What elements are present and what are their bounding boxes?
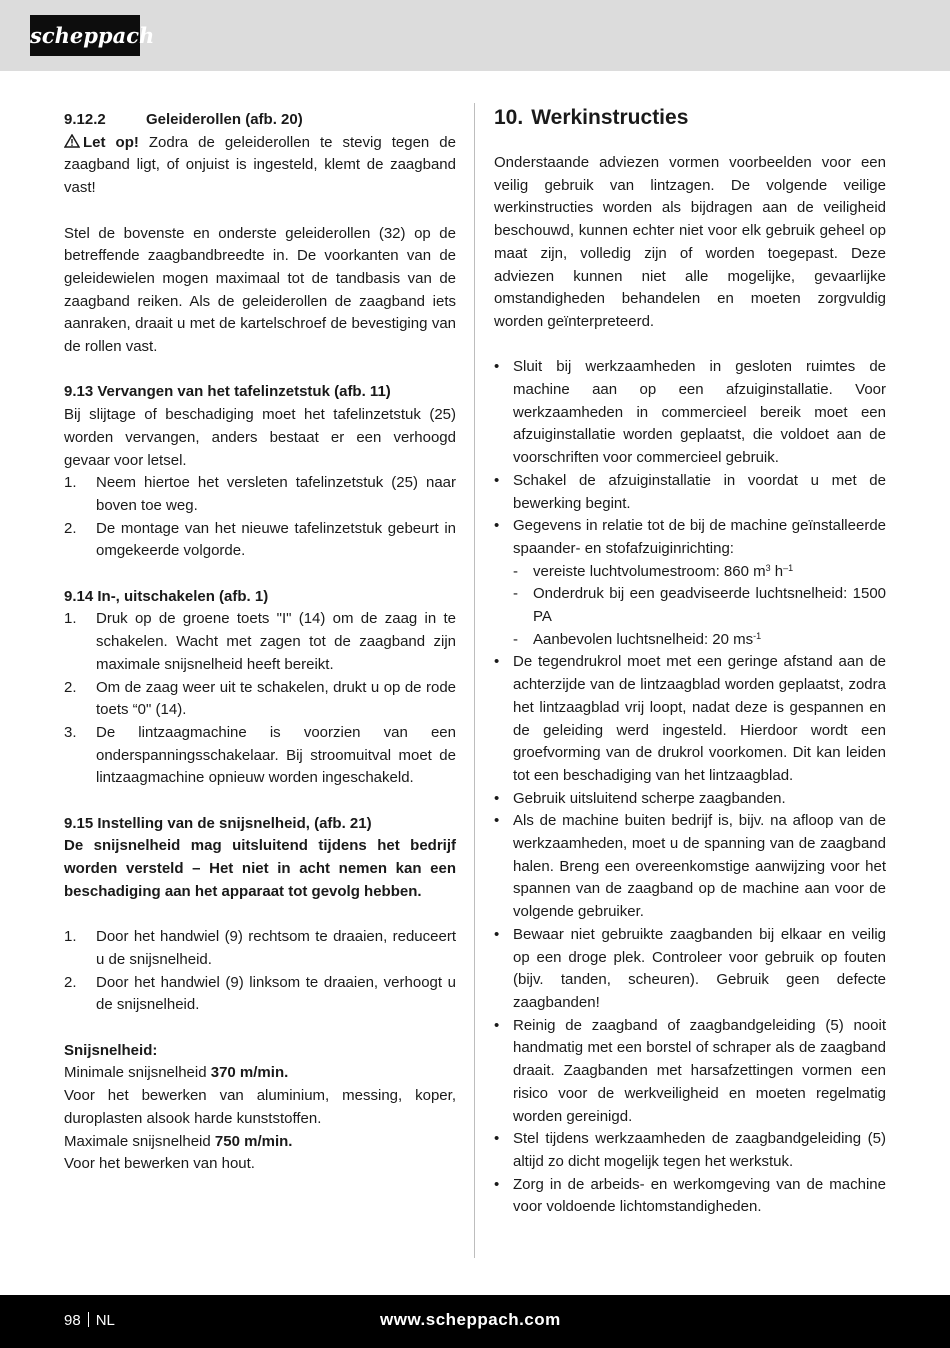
instructions-list bbox=[494, 356, 886, 1219]
page-footer bbox=[0, 1295, 950, 1348]
list-item: 2. Door het handwiel (9) linksom te draaien, verhoogt u de snijsnelheid. bbox=[64, 973, 456, 1014]
website-link[interactable]: www.scheppach.com bbox=[380, 1310, 561, 1329]
right-column bbox=[494, 107, 886, 1219]
list-item: 2. De montage van het nieuwe tafelinzetstuk gebeurt in omgekeerde volgorde. bbox=[64, 519, 456, 560]
section-heading-9-12-2: 9.12.2 Geleiderollen (afb. 20) bbox=[64, 111, 303, 128]
warning-triangle-icon bbox=[64, 134, 80, 148]
list-item: 3. De lintzaagmachine is voorzien van een onderspanningsschakelaar. Bij stroomuitval moet de lintzaagmachine opnieuw worden ingeschakeld. bbox=[64, 723, 456, 787]
list-item: - Onderdruk bij een geadviseerde luchtsnelheid: 1500 PA bbox=[513, 585, 886, 626]
warning-text: Zodra de geleiderollen te stevig tegen de zaagband ligt, of onjuist is ingesteld, klemt de zaagband vast! bbox=[64, 133, 456, 197]
min-speed-use: Voor het bewerken van aluminium, messing, koper, duroplasten alsook harde kunststoffen. bbox=[64, 1087, 456, 1127]
cutting-speed-heading: Snijsnelheid: bbox=[64, 1041, 158, 1059]
section-heading-9-14: 9.14 In-, uitschakelen (afb. 1) bbox=[64, 587, 269, 605]
left-column bbox=[64, 109, 456, 1176]
section-heading-9-13: 9.13 Vervangen van het tafelinzetstuk (afb. 11) bbox=[64, 383, 391, 401]
extraction-specs-list bbox=[513, 561, 886, 652]
list-item: - Aanbevolen luchtsnelheid: 20 $ms^{-1}$ bbox=[513, 630, 762, 648]
list-item: • Stel tijdens werkzaamheden de zaagbandgeleiding (5) altijd zo dicht mogelijk tegen het werkstuk. bbox=[494, 1130, 886, 1170]
list-item: 1. Neem hiertoe het versleten tafelinzetstuk (25) naar boven toe weg. bbox=[64, 474, 456, 514]
bold-warning-paragraph: De snijsnelheid mag uitsluitend tijdens het bedrijf worden versteld – Het niet in acht nemen kan een beschadiging aan het apparaat tot gevolg hebben. bbox=[64, 837, 456, 900]
list-item: • De tegendrukrol moet met een geringe afstand aan de achterzijde van de lintzaagblad worden geplaatst, zodra het lintzaagblad vrij loopt, nadat deze is gespannen en de geleiding werd ingesteld. Hierdoor wordt een groefvorming van de drukrol voorkomen. Dit kan leiden tot een beschadiging van het lintzaagblad. bbox=[494, 653, 886, 784]
column-divider bbox=[474, 103, 475, 1258]
max-speed-line: Maximale snijsnelheid 750 m/min. bbox=[64, 1132, 293, 1150]
list-item: • Sluit bij werkzaamheden in gesloten ruimtes de machine aan op een afzuiginstallatie. Voor werkzaamheden in commercieel bereik moet een afzuiginstallatie worden geplaatst, die voldoet aan de voorschriften voor commercieel gebruik. bbox=[494, 358, 886, 467]
list-item: • Als de machine buiten bedrijf is, bijv. na afloop van de werkzaamheden, moet u de spanning van de zaagband halen. Breng een overeenkomstige aanwijzing voor het spannen van de zaagband op de machine aan voor de volgende gebruiker. bbox=[494, 812, 886, 921]
list-item: • Bewaar niet gebruikte zaagbanden bij elkaar en veilig op een droge plek. Controleer voor gebruik op fouten (bijv. tanden, scheuren). Gebruik geen defecte zaagbanden! bbox=[494, 925, 886, 1011]
list-item: • Schakel de afzuiginstallatie in voordat u met de bewerking begint. bbox=[494, 471, 886, 512]
steps-list-9-15 bbox=[64, 926, 456, 1017]
min-speed-line: Minimale snijsnelheid 370 m/min. bbox=[64, 1064, 289, 1082]
list-item: • Reinig de zaagband of zaagbandgeleiding (5) nooit handmatig met een borstel of schraper als de zaagband draait. Zaagbanden met harsafzettingen vormen een risico voor de werkveiligheid en moeten regelmatig worden gereinigd. bbox=[494, 1016, 886, 1125]
list-item: • Gegevens in relatie tot de bij de machine geïnstalleerde spaander- en stofafzuiginrichting: - vereiste luchtvolumestroom: 860 $m^3$ $h^{-1}$ - Onderdruk bij een geadviseerde luchtsnelheid: 1500 PA - Aanbevolen luchtsnelheid: 20 $ms^{-1}$ bbox=[494, 515, 886, 651]
list-item: 1. Druk op de groene toets "I" (14) om de zaag in te schakelen. Wacht met zagen tot de zaagband zijn maximale snijsnelheid heeft bereikt. bbox=[64, 610, 456, 673]
page-number: 98 NL bbox=[64, 1312, 115, 1329]
list-item: - vereiste luchtvolumestroom: 860 $m^3$ $h^{-1}$ bbox=[513, 562, 794, 580]
page-header bbox=[0, 0, 950, 71]
intro-paragraph: Onderstaande adviezen vormen voorbeelden voor een veilig gebruik van lintzagen. De volgende veilige werkinstructies worden als bijdragen aan de veiligheid beschouwd, kunnen echter niet voor elk gebruik geheel op maat zijn, volledig zijn of worden toegepast. Deze adviezen kunnen niet alle mogelijke, gevaarlijke omstandigheden behandelen en moeten zorgvuldig worden geïnterpreteerd. bbox=[494, 154, 886, 330]
brand-logo: scheppach bbox=[30, 15, 140, 56]
list-item: 1. Door het handwiel (9) rechtsom te draaien, reduceert u de snijsnelheid. bbox=[64, 928, 456, 968]
list-item: 2. Om de zaag weer uit te schakelen, drukt u op de rode toets “0" (14). bbox=[64, 678, 456, 719]
warning-paragraph bbox=[64, 132, 456, 200]
steps-list-9-13 bbox=[64, 472, 456, 563]
section-heading-10: 10. Werkinstructies bbox=[494, 106, 689, 129]
max-speed-use: Voor het bewerken van hout. bbox=[64, 1155, 255, 1173]
section-heading-9-15: 9.15 Instelling van de snijsnelheid, (afb. 21) bbox=[64, 814, 372, 832]
list-item: • Zorg in de arbeids- en werkomgeving van de machine voor voldoende lichtomstandigheden. bbox=[494, 1175, 886, 1216]
paragraph-table-insert: Bij slijtage of beschadiging moet het tafelinzetstuk (25) worden vervangen, anders bestaat er een verhoogd gevaar voor letsel. bbox=[64, 406, 456, 469]
list-item: • Gebruik uitsluitend scherpe zaagbanden. bbox=[494, 789, 786, 807]
warning-label: Let op! bbox=[83, 133, 139, 151]
paragraph-guide-rollers: Stel de bovenste en onderste geleiderollen (32) op de betreffende zaagbandbreedte in. De voorkanten van de geleidewielen mogen maximaal tot de tandbasis van de zaagband reiken. Als de geleiderollen de zaagband iets aanraken, draait u met de kartelschroef de bevestiging van de rollen vast. bbox=[64, 224, 456, 356]
steps-list-9-14 bbox=[64, 608, 456, 790]
